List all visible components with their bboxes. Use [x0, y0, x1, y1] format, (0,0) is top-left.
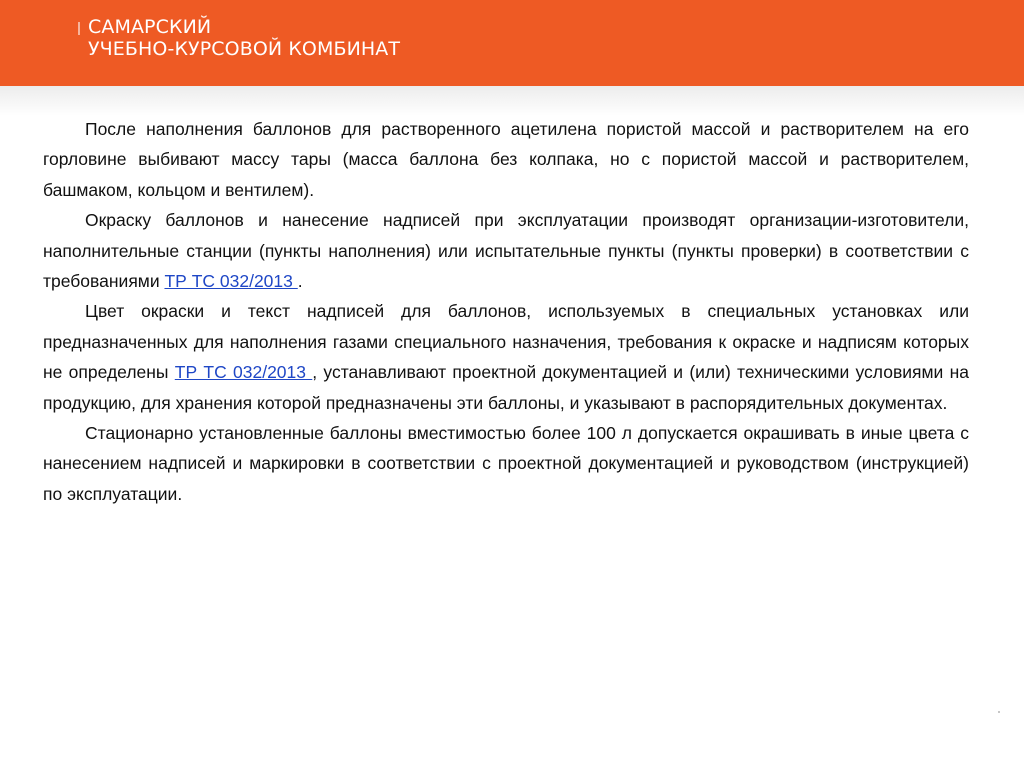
paragraph-3: [43, 296, 969, 418]
header-shadow: [0, 86, 1024, 116]
paragraph-3-text: Цвет окраски и текст надписей для баллонов, используемых в специальных установках или предназначенных для наполнения газами специального назначения, требования к окраске и надписям которых не определены: [43, 301, 969, 383]
tr-ts-link[interactable]: ТР ТС 032/2013: [164, 271, 298, 292]
paragraph-2-tail: .: [297, 271, 303, 292]
organization-name-line1: САМАРСКИЙ: [88, 16, 212, 38]
paragraph-1-text: После наполнения баллонов для растворенного ацетилена пористой массой и растворителем на его горловине выбивают массу тары (масса баллона без колпака, но с пористой массой и растворителем, башмаком, кольцом и вентилем).: [43, 119, 969, 200]
organization-name-line2: УЧЕБНО-КУРСОВОЙ КОМБИНАТ: [88, 38, 401, 60]
tr-ts-link[interactable]: ТР ТС 032/2013: [174, 362, 313, 383]
paragraph-4: [43, 418, 969, 509]
paragraph-2-text: Окраску баллонов и нанесение надписей при эксплуатации производят организации-изготовители, наполнительные станции (пункты наполнения) или испытательные пункты (пункты проверки) в соответствии с требованиями: [43, 210, 969, 292]
paragraph-4-text: Стационарно установленные баллоны вместимостью более 100 л допускается окрашивать в иные цвета с нанесением надписей и маркировки в соответствии с проектной документацией и руководством (инструкцией) по эксплуатации.: [43, 423, 969, 504]
paragraph-1: [43, 114, 969, 205]
paragraph-2: [43, 205, 969, 296]
paragraph-3-tail: , устанавливают проектной документацией и (или) техническими условиями на продукцию, для хранения которой предназначены эти баллоны, и указывают в распорядительных документах.: [43, 362, 969, 413]
corner-dot: [998, 711, 1000, 713]
organization-name: [88, 16, 400, 60]
logo-mark: [78, 22, 80, 35]
document-body: [43, 114, 969, 509]
header-banner: [0, 0, 1024, 86]
